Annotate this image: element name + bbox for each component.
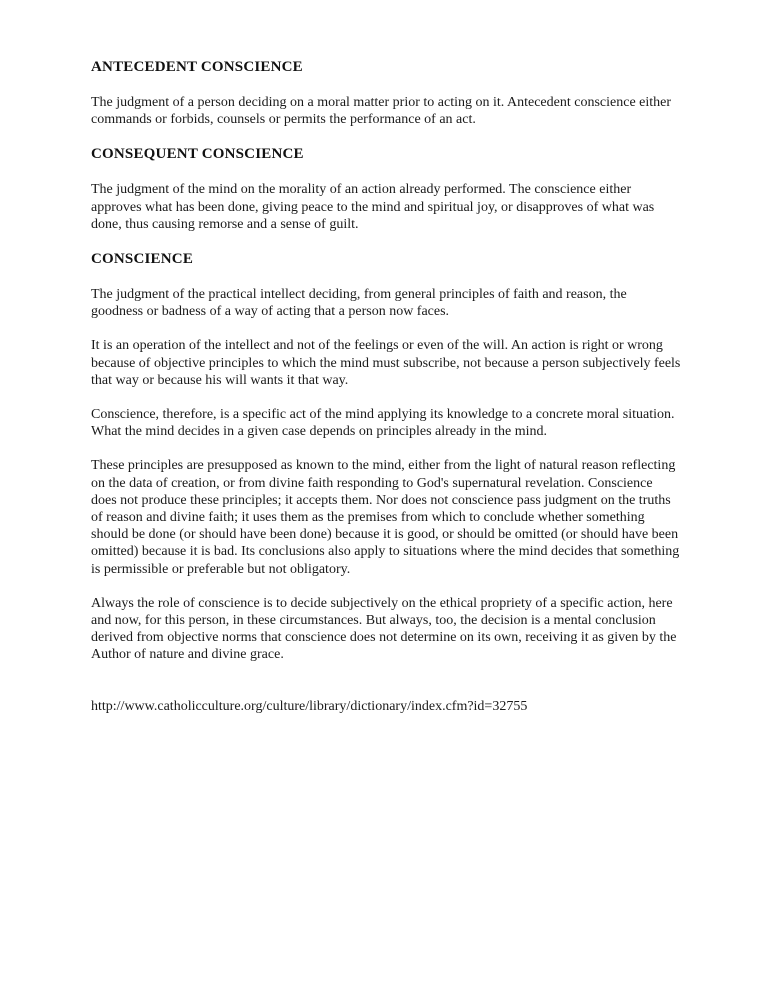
heading-antecedent-conscience: ANTECEDENT CONSCIENCE bbox=[91, 59, 303, 75]
paragraph-conscience-specific-act: Conscience, therefore, is a specific act of the mind applying its knowledge to a concrete moral situation. What the mind decides in a given case depends on principles already in the mind. bbox=[91, 407, 675, 440]
document-page bbox=[91, 58, 681, 715]
paragraph-antecedent-definition: The judgment of a person deciding on a moral matter prior to acting on it. Antecedent conscience either commands or forbids, counsels or permits the performance of an act. bbox=[91, 95, 672, 128]
heading-conscience: CONSCIENCE bbox=[91, 251, 194, 268]
heading-consequent-conscience: CONSEQUENT CONSCIENCE bbox=[91, 146, 304, 163]
paragraph-conscience-principles: These principles are presupposed as known to the mind, either from the light of natural reason reflecting on the data of creation, or from divine faith responding to God's supernatural revelation. Conscience does not produce these principles; it accepts them. Nor does not conscience pass judgment on the truths of reason and divine faith; it uses them as the premises from which to conclude whether something should be done (or should have been done) because it is good, or should be omitted (or should have been omitted) because it is bad. Its conclusions also apply to situations where the mind decides that something is permissible or preferable but not obligatory. bbox=[91, 458, 680, 577]
source-url: http://www.catholicculture.org/culture/library/dictionary/index.cfm?id=32755 bbox=[91, 698, 528, 714]
paragraph-conscience-role: Always the role of conscience is to decide subjectively on the ethical propriety of a specific action, here and now, for this person, in these circumstances. But always, too, the decision is a mental conclusion derived from objective norms that conscience does not determine on its own, receiving it as given by the Author of nature and divine grace. bbox=[91, 595, 677, 663]
paragraph-conscience-intellect: It is an operation of the intellect and not of the feelings or even of the will. An action is right or wrong because of objective principles to which the mind must subscribe, not because a person subjectively feels that way or because his will wants it that way. bbox=[91, 338, 681, 388]
paragraph-conscience-definition: The judgment of the practical intellect deciding, from general principles of faith and reason, the goodness or badness of a way of acting that a person now faces. bbox=[91, 287, 627, 320]
paragraph-consequent-definition: The judgment of the mind on the morality of an action already performed. The conscience either approves what has been done, giving peace to the mind and spiritual joy, or disapproves of what was done, thus causing remorse and a sense of guilt. bbox=[91, 182, 655, 232]
